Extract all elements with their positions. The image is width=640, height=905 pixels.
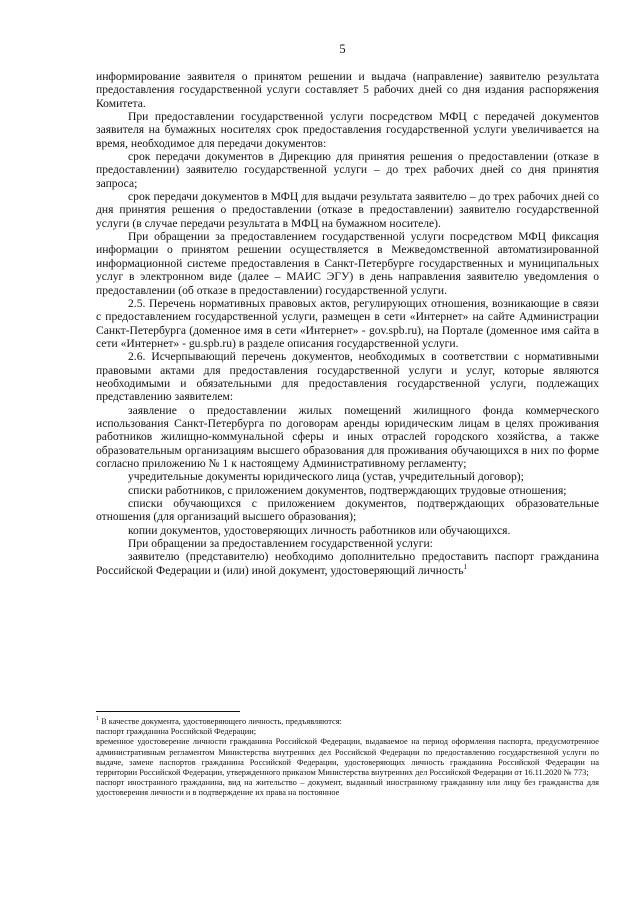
paragraph-text: учредительные документы юридического лица (устав, учредительный договор);: [128, 470, 524, 484]
paragraph: [96, 190, 599, 230]
footnote: [96, 737, 599, 778]
paragraph-text: информирование заявителя о принятом решении и выдача (направление) заявителю результата предоставления государственной услуги составляет 5 рабочих дней со дня издания распоряжения Комитета.: [96, 70, 599, 110]
footnote-text: временное удостоверение личности гражданина Российской Федерации, выдаваемое на период оформления паспорта, предусмотренное административным регламентом Министерства внутренних дел Российской Федерации по предоставлению государственной услуги по выдаче, замене паспортов гражданина Российской Федерации, удостоверяющих личность гражданина Российской Федерации на территории Российской Федерации, утвержденного приказом Министерства внутренних дел Российской Федерации от 16.11.2020 № 773;: [96, 737, 599, 778]
paragraph: [96, 550, 599, 577]
paragraph-text: списки обучающихся с приложением документов, подтверждающих образовательные отношения (для организаций высшего образования);: [96, 497, 599, 524]
paragraph: [96, 484, 599, 497]
paragraph: [96, 404, 599, 471]
paragraph-text: При обращении за предоставлением государственной услуги:: [128, 537, 433, 551]
paragraph-text: копии документов, удостоверяющих личность работников или обучающихся.: [128, 523, 511, 537]
footnotes: [96, 711, 599, 799]
paragraph-text: 2.6. Исчерпывающий перечень документов, необходимых в соответствии с нормативными правовыми актами для предоставления государственной услуги и услуг, которые являются необходимыми и обязательными для предоставления государственной услуги, подлежащих представлению заявителем:: [96, 350, 599, 404]
paragraph-text: заявителю (представителю) необходимо дополнительно предоставить паспорт гражданина Российской Федерации и (или) иной документ, удостоверяющий личность: [96, 550, 599, 577]
footnote: [96, 778, 599, 798]
body-text: [96, 70, 599, 577]
footnote-separator: [96, 711, 240, 712]
paragraph-text: срок передачи документов в МФЦ для выдачи результата заявителю – до трех рабочих дней со дня принятия решения о предоставлении (отказе в предоставлении) заявителю государственной услуги (в случае передачи результата в МФЦ на бумажном носителе).: [96, 190, 599, 230]
paragraph-text: заявление о предоставлении жилых помещений жилищного фонда коммерческого использования Санкт-Петербурга по договорам аренды юридическим лицам в целях проживания работников жилищно-коммунальной сферы и иных отраслей городского хозяйства, а также образовательным организациям высшего образования для проживания обучающихся в них по форме согласно приложению № 1 к настоящему Административному регламенту;: [96, 403, 599, 470]
paragraph: [96, 110, 599, 150]
paragraph: [96, 150, 599, 190]
paragraph: [96, 70, 599, 110]
footnote: [96, 717, 599, 727]
paragraph: [96, 230, 599, 297]
paragraph-text: 2.5. Перечень нормативных правовых актов, регулирующих отношения, возникающие в связи с предоставлением государственной услуги, размещен в сети «Интернет» на сайте Администрации Санкт-Петербурга (доменное имя в сети «Интернет» - gov.spb.ru), на Портале (доменное имя сайта в сети «Интернет» - gu.spb.ru) в разделе описания государственной услуги.: [96, 296, 599, 350]
footnote: [96, 727, 599, 737]
paragraph-text: списки работников, с приложением документов, подтверждающих трудовые отношения;: [128, 483, 567, 497]
paragraph: [96, 497, 599, 524]
paragraph: [96, 524, 599, 537]
page-number: 5: [339, 42, 346, 56]
paragraph-text: При предоставлении государственной услуги посредством МФЦ с передачей документов заявителя на бумажных носителях срок предоставления государственной услуги увеличивается на время, необходимое для передачи документов:: [96, 110, 599, 150]
footnote-text: В качестве документа, удостоверяющего личность, предъявляются:: [99, 717, 342, 726]
footnote-reference: 1: [463, 562, 467, 571]
paragraph: [96, 537, 599, 550]
paragraph-text: При обращении за предоставлением государственной услуги посредством МФЦ фиксация информации о принятом решении осуществляется в Межведомственной автоматизированной информационной системе предоставления в Санкт-Петербурге государственных и муниципальных услуг в электронном виде (далее – МАИС ЭГУ) в день направления заявителю уведомления о предоставлении (об отказе в предоставлении) государственной услуги.: [96, 230, 599, 297]
footnote-text: паспорт иностранного гражданина, вид на жительство – документ, выданный иностранному гражданину или лицу без гражданства для удостоверения личности и в подтверждение их права на постоянное: [96, 778, 599, 798]
footnote-text: паспорт гражданина Российской Федерации;: [96, 727, 257, 737]
footnote-marker: 1: [96, 716, 99, 723]
paragraph: [96, 297, 599, 350]
paragraph-text: срок передачи документов в Дирекцию для принятия решения о предоставлении (отказе в предоставлении) заявителю государственной услуги – до трех рабочих дней со дня принятия запроса;: [96, 150, 599, 190]
paragraph: [96, 470, 599, 483]
paragraph: [96, 350, 599, 403]
